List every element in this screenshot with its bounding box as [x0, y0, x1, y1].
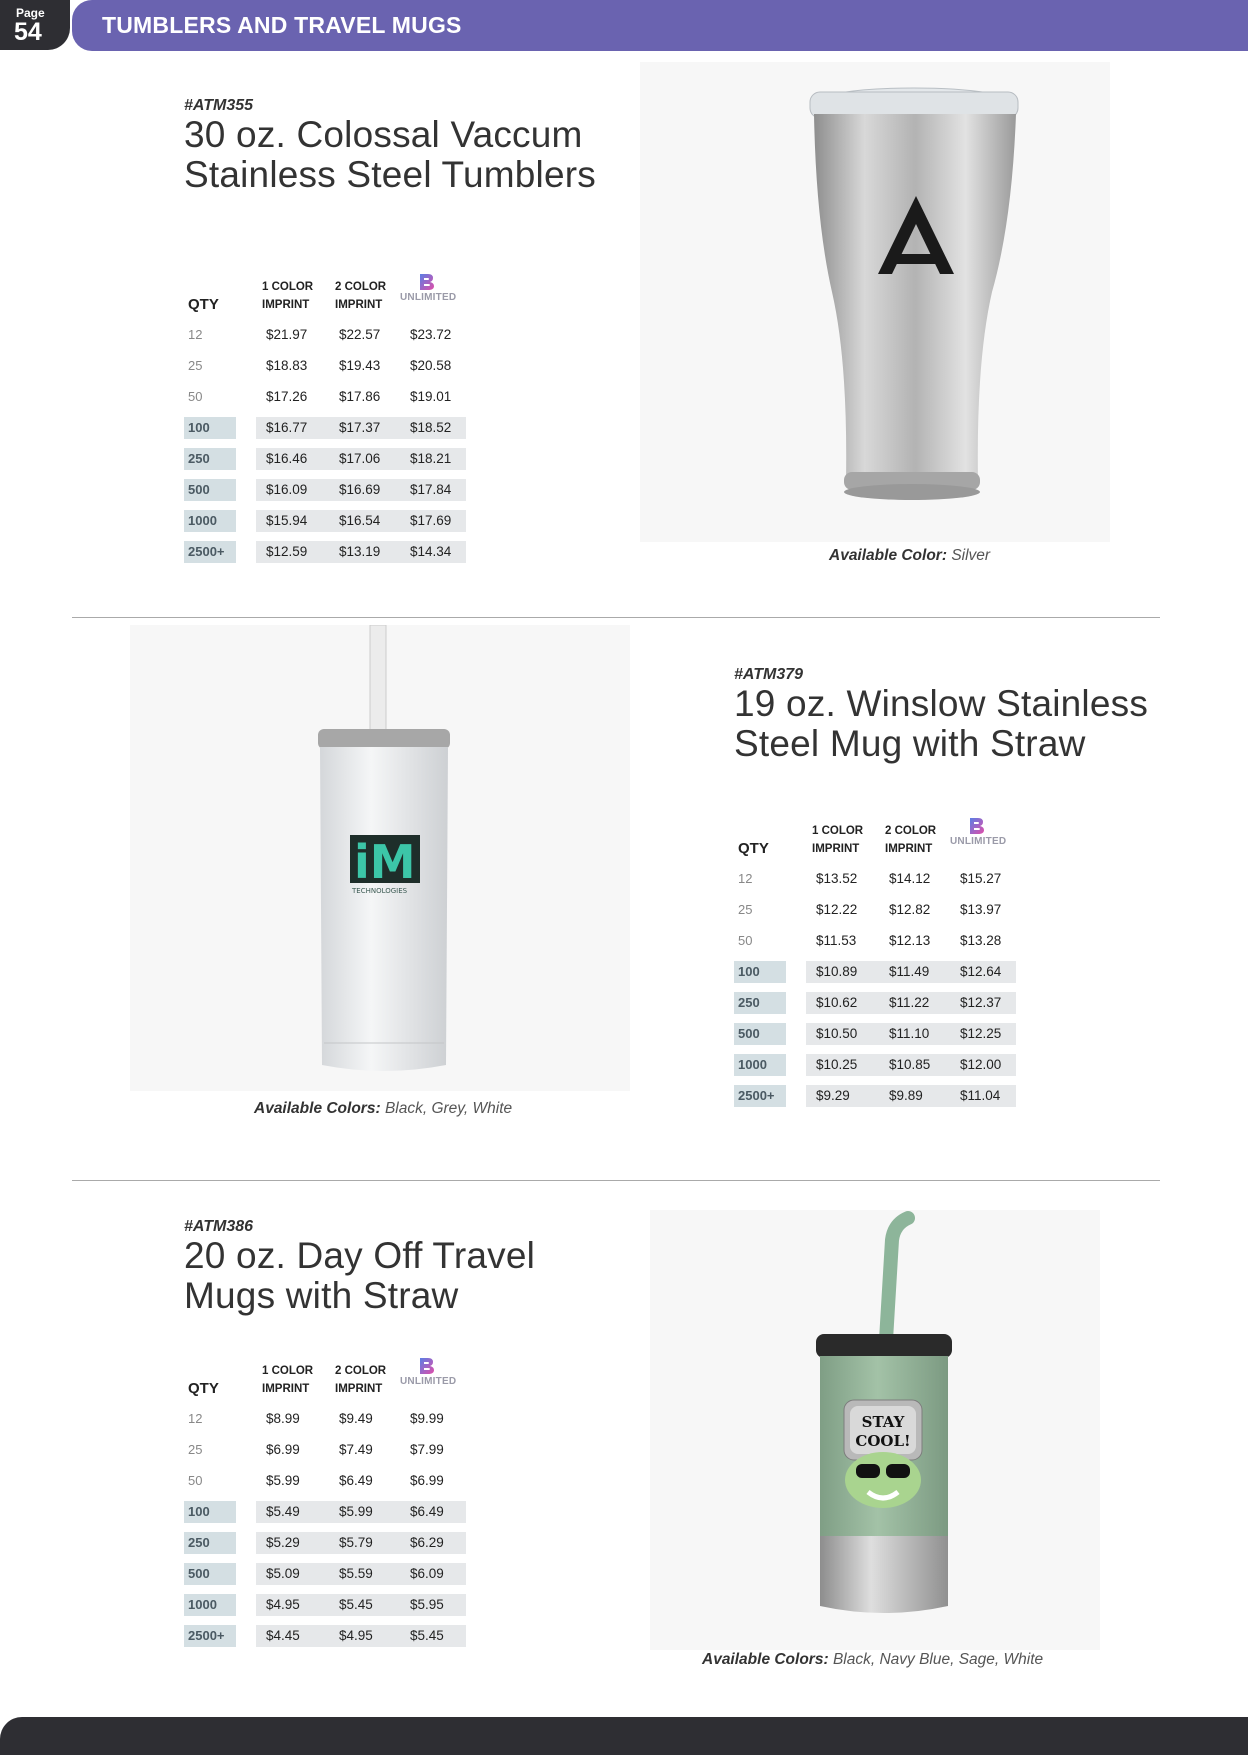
one-color-price: $4.95	[266, 1597, 300, 1612]
qty-header: QTY	[188, 296, 219, 313]
price-row	[184, 510, 474, 532]
one-color-price: $15.94	[266, 513, 308, 528]
one-color-price: $4.45	[266, 1628, 300, 1643]
price-row	[734, 1085, 1024, 1107]
unlimited-price: $23.72	[410, 327, 452, 342]
stay-cool-logo-icon	[844, 1400, 922, 1508]
one-color-price: $21.97	[266, 327, 308, 342]
two-color-price: $6.49	[339, 1473, 373, 1488]
qty-cell: 2500+	[184, 541, 236, 563]
unlimited-price: $5.45	[410, 1628, 444, 1643]
two-color-price: $17.37	[339, 420, 381, 435]
unlimited-price: $12.64	[960, 964, 1002, 979]
qty-cell: 100	[184, 417, 236, 439]
qty-cell: 2500+	[184, 1625, 236, 1647]
svg-text:TECHNOLOGIES: TECHNOLOGIES	[352, 887, 408, 895]
two-color-price: $11.49	[889, 964, 930, 979]
header-line: IMPRINT	[335, 1383, 383, 1395]
price-row	[734, 1054, 1024, 1076]
product-title-line: 19 oz. Winslow Stainless	[734, 683, 1149, 724]
one-color-price: $6.99	[266, 1442, 300, 1457]
one-color-price: $5.99	[266, 1473, 300, 1488]
two-color-header	[885, 822, 936, 858]
header-line: 1 COLOR	[812, 825, 864, 837]
qty-cell: 1000	[184, 510, 236, 532]
page-number-tab	[0, 0, 70, 50]
colors-label: Available Color:	[829, 547, 947, 564]
available-colors	[254, 1100, 512, 1118]
header-line: 2 COLOR	[335, 281, 387, 293]
product-sku: #ATM355	[184, 97, 254, 114]
unlimited-price: $19.01	[410, 389, 452, 404]
product-title-line: 20 oz. Day Off Travel	[184, 1235, 536, 1276]
one-color-price: $18.83	[266, 358, 308, 373]
qty-cell: 12	[188, 327, 203, 342]
two-color-price: $5.79	[339, 1535, 373, 1550]
one-color-price: $10.89	[816, 964, 858, 979]
two-color-price: $10.85	[889, 1057, 931, 1072]
price-row	[184, 1625, 474, 1647]
one-color-price: $13.52	[816, 871, 858, 886]
header-line: 2 COLOR	[335, 1365, 387, 1377]
product-title	[184, 1236, 644, 1316]
unlimited-price: $18.21	[410, 451, 452, 466]
two-color-price: $5.99	[339, 1504, 373, 1519]
price-row	[184, 417, 474, 439]
header-line: IMPRINT	[262, 1383, 310, 1395]
qty-cell: 100	[184, 1501, 236, 1523]
section-divider	[72, 1180, 1160, 1181]
price-row	[184, 1408, 474, 1430]
two-color-header	[335, 1362, 386, 1398]
product-title-line: Mugs with Straw	[184, 1275, 459, 1316]
qty-cell: 12	[188, 1411, 203, 1426]
price-row	[184, 541, 474, 563]
product-title-line: Steel Mug with Straw	[734, 723, 1086, 764]
price-row	[184, 386, 474, 408]
price-row	[184, 1439, 474, 1461]
svg-text:COOL!: COOL!	[855, 1432, 911, 1450]
page-number: 54	[14, 18, 42, 46]
unlimited-logo-icon	[416, 1356, 436, 1376]
two-color-price: $11.10	[889, 1026, 930, 1041]
unlimited-price: $13.28	[960, 933, 1002, 948]
product-title-line: Stainless Steel Tumblers	[184, 154, 596, 195]
one-color-price: $12.59	[266, 544, 308, 559]
colors-label: Available Colors:	[254, 1100, 381, 1117]
qty-cell: 500	[184, 479, 236, 501]
unlimited-price: $20.58	[410, 358, 452, 373]
travel-mug-illustration	[650, 1210, 1100, 1650]
two-color-price: $9.49	[339, 1411, 373, 1426]
one-color-price: $5.29	[266, 1535, 300, 1550]
one-color-price: $10.25	[816, 1057, 858, 1072]
price-row	[184, 1532, 474, 1554]
header-line: 2 COLOR	[885, 825, 937, 837]
qty-cell: 25	[738, 902, 753, 917]
price-row	[184, 1563, 474, 1585]
product-image-travel-mug	[650, 1210, 1100, 1650]
product-title	[734, 684, 1214, 764]
one-color-price: $5.49	[266, 1504, 300, 1519]
one-color-price: $12.22	[816, 902, 858, 917]
unlimited-price: $14.34	[410, 544, 452, 559]
available-colors	[829, 547, 990, 565]
price-row	[184, 448, 474, 470]
qty-cell: 100	[734, 961, 786, 983]
price-row	[734, 899, 1024, 921]
product-title	[184, 115, 644, 195]
two-color-price: $5.59	[339, 1566, 373, 1581]
two-color-price: $7.49	[339, 1442, 373, 1457]
one-color-price: $16.77	[266, 420, 308, 435]
unlimited-price: $18.52	[410, 420, 452, 435]
colors-value: Silver	[951, 547, 991, 564]
header-line: IMPRINT	[335, 299, 383, 311]
two-color-price: $12.13	[889, 933, 931, 948]
price-row	[734, 868, 1024, 890]
two-color-price: $22.57	[339, 327, 381, 342]
unlimited-price: $6.29	[410, 1535, 444, 1550]
qty-cell: 12	[738, 871, 753, 886]
unlimited-label: UNLIMITED	[400, 1376, 457, 1387]
two-color-header	[335, 278, 386, 314]
qty-cell: 50	[188, 389, 203, 404]
two-color-price: $11.22	[889, 995, 930, 1010]
price-row	[184, 1594, 474, 1616]
price-row	[184, 355, 474, 377]
colors-label: Available Colors:	[702, 1651, 829, 1668]
price-row	[184, 479, 474, 501]
price-row	[184, 1501, 474, 1523]
one-color-price: $9.29	[816, 1088, 850, 1103]
one-color-price: $11.53	[816, 933, 857, 948]
colors-value: Black, Navy Blue, Sage, White	[832, 1651, 1044, 1668]
two-color-price: $19.43	[339, 358, 381, 373]
unlimited-price: $15.27	[960, 871, 1002, 886]
unlimited-price: $11.04	[960, 1088, 1001, 1103]
one-color-price: $17.26	[266, 389, 308, 404]
header-line: IMPRINT	[262, 299, 310, 311]
tumbler-illustration	[640, 62, 1110, 542]
unlimited-price: $12.00	[960, 1057, 1002, 1072]
qty-cell: 250	[184, 1532, 236, 1554]
product-image-tumbler	[640, 62, 1110, 542]
two-color-price: $17.86	[339, 389, 381, 404]
one-color-price: $10.62	[816, 995, 858, 1010]
section-divider	[72, 617, 1160, 618]
one-color-header	[262, 278, 313, 314]
svg-text:STAY: STAY	[861, 1413, 905, 1431]
price-row	[734, 1023, 1024, 1045]
header-line: IMPRINT	[812, 843, 860, 855]
colors-value: Black, Grey, White	[384, 1100, 513, 1117]
qty-cell: 1000	[734, 1054, 786, 1076]
qty-cell: 250	[734, 992, 786, 1014]
qty-cell: 25	[188, 1442, 203, 1457]
header-line: 1 COLOR	[262, 281, 314, 293]
unlimited-price: $13.97	[960, 902, 1002, 917]
price-row	[184, 1470, 474, 1492]
one-color-price: $16.09	[266, 482, 308, 497]
mug-illustration	[130, 625, 630, 1091]
unlimited-price: $7.99	[410, 1442, 444, 1457]
two-color-price: $4.95	[339, 1628, 373, 1643]
one-color-header	[812, 822, 863, 858]
two-color-price: $9.89	[889, 1088, 923, 1103]
product-title-line: 30 oz. Colossal Vaccum	[184, 114, 583, 155]
one-color-price: $16.46	[266, 451, 308, 466]
one-color-price: $8.99	[266, 1411, 300, 1426]
unlimited-logo-icon	[966, 816, 986, 836]
two-color-price: $16.54	[339, 513, 381, 528]
unlimited-price: $12.25	[960, 1026, 1002, 1041]
header-line: IMPRINT	[885, 843, 933, 855]
product-sku: #ATM386	[184, 1218, 254, 1235]
qty-cell: 500	[184, 1563, 236, 1585]
one-color-header	[262, 1362, 313, 1398]
qty-cell: 50	[738, 933, 753, 948]
product-image-mug	[130, 625, 630, 1091]
price-row	[184, 324, 474, 346]
qty-cell: 25	[188, 358, 203, 373]
one-color-price: $10.50	[816, 1026, 858, 1041]
one-color-price: $5.09	[266, 1566, 300, 1581]
unlimited-price: $17.69	[410, 513, 452, 528]
section-header	[72, 0, 1248, 51]
unlimited-label: UNLIMITED	[400, 292, 457, 303]
unlimited-price: $6.99	[410, 1473, 444, 1488]
two-color-price: $12.82	[889, 902, 931, 917]
price-row	[734, 930, 1024, 952]
qty-cell: 1000	[184, 1594, 236, 1616]
unlimited-label: UNLIMITED	[950, 836, 1007, 847]
qty-cell: 50	[188, 1473, 203, 1488]
page-label: Page	[16, 6, 45, 20]
qty-cell: 2500+	[734, 1085, 786, 1107]
section-title: TUMBLERS AND TRAVEL MUGS	[102, 12, 462, 38]
unlimited-logo-icon	[416, 272, 436, 292]
footer-bar	[0, 1717, 1248, 1755]
svg-text:iM: iM	[354, 835, 416, 889]
two-color-price: $14.12	[889, 871, 931, 886]
two-color-price: $5.45	[339, 1597, 373, 1612]
qty-cell: 500	[734, 1023, 786, 1045]
price-row	[734, 992, 1024, 1014]
price-table	[184, 278, 474, 578]
unlimited-price: $5.95	[410, 1597, 444, 1612]
two-color-price: $17.06	[339, 451, 381, 466]
available-colors	[702, 1651, 1043, 1669]
two-color-price: $16.69	[339, 482, 381, 497]
two-color-price: $13.19	[339, 544, 381, 559]
price-row	[734, 961, 1024, 983]
header-line: 1 COLOR	[262, 1365, 314, 1377]
unlimited-price: $12.37	[960, 995, 1002, 1010]
qty-cell: 250	[184, 448, 236, 470]
price-table	[184, 1362, 474, 1662]
qty-header: QTY	[188, 1380, 219, 1397]
im-technologies-logo-icon	[350, 835, 420, 895]
qty-header: QTY	[738, 840, 769, 857]
unlimited-price: $9.99	[410, 1411, 444, 1426]
product-sku: #ATM379	[734, 666, 804, 683]
price-table	[734, 822, 1024, 1122]
unlimited-price: $17.84	[410, 482, 452, 497]
unlimited-price: $6.49	[410, 1504, 444, 1519]
unlimited-price: $6.09	[410, 1566, 444, 1581]
